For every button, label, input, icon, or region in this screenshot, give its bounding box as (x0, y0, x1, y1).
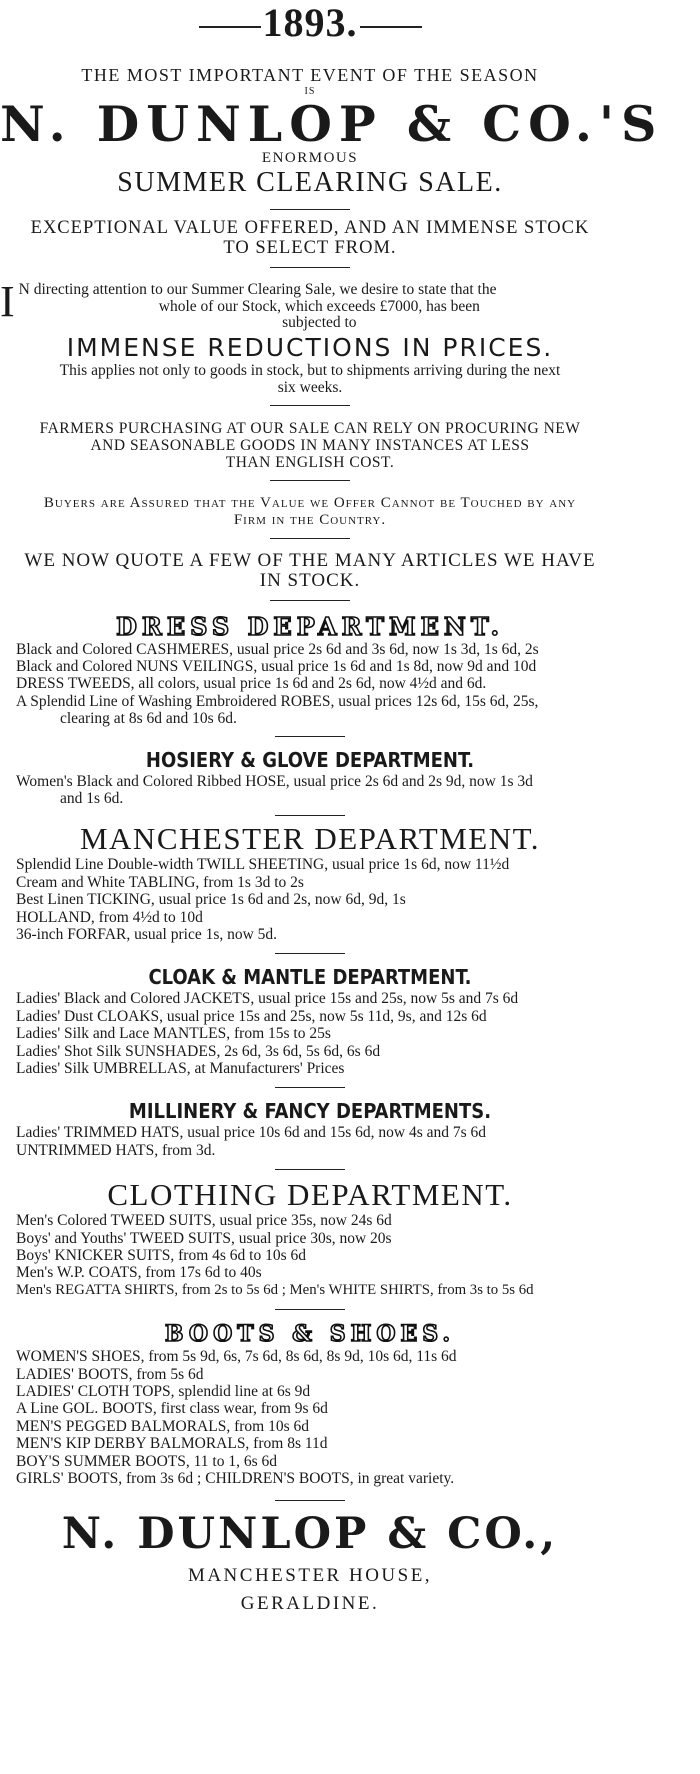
quote-line: WE NOW QUOTE A FEW OF THE MANY ARTICLES WE HAVE (24, 549, 596, 571)
list-item: Boys' and Youths' TWEED SUITS, usual price 30s, now 20s (16, 1229, 392, 1247)
list-item: Men's Colored TWEED SUITS, usual price 35s, now 24s 6d (16, 1212, 392, 1230)
list-item: UNTRIMMED HATS, from 3d. (16, 1141, 216, 1159)
list-item: clearing at 8s 6d and 10s 6d. (60, 710, 237, 728)
buyers-line: Buyers are Assured that the Value we Offer Cannot be Touched by any (43, 494, 577, 511)
applies-line: This applies not only to goods in stock, but to shipments arriving during the next (59, 361, 561, 379)
manchester-department-title: MANCHESTER DEPARTMENT. (79, 821, 540, 857)
divider (270, 267, 350, 268)
directing-paragraph (0, 277, 620, 332)
list-item: Best Linen TICKING, usual price 1s 6d and 2s, now 6d, 9d, 1s (16, 891, 406, 909)
list-item: Cream and White TABLING, from 1s 3d to 2s (16, 873, 304, 891)
cloak-department-title: CLOAK & MANTLE DEPARTMENT. (148, 965, 472, 990)
directing-line-2: whole of our Stock, which exceeds £7000, has been (158, 297, 480, 315)
divider (270, 480, 350, 481)
list-item: Ladies' Dust CLOAKS, usual price 15s and 25s, now 5s 11d, 9s, and 12s 6d (16, 1007, 487, 1025)
list-item: Men's W.P. COATS, from 17s 6d to 40s (16, 1264, 262, 1282)
farmers-line-3: THAN ENGLISH COST. (225, 453, 395, 471)
list-item: WOMEN'S SHOES, from 5s 9d, 6s, 7s 6d, 8s 6d, 8s 9d, 10s 6d, 11s 6d (16, 1348, 457, 1366)
exceptional-line: EXCEPTIONAL VALUE OFFERED, AND AN IMMENSE STOCK (30, 218, 590, 238)
list-item: Ladies' Black and Colored JACKETS, usual price 15s and 25s, now 5s and 7s 6d (16, 990, 519, 1008)
divider (270, 209, 350, 210)
farmers-line-2: AND SEASONABLE GOODS IN MANY INSTANCES AT LESS (90, 436, 530, 454)
list-item: HOLLAND, from 4½d to 10d (16, 908, 203, 926)
farmers-line: FARMERS PURCHASING AT OUR SALE CAN RELY ON PROCURING NEW (39, 419, 581, 437)
list-item: and 1s 6d. (60, 789, 124, 807)
directing-line-3: subjected to (282, 314, 357, 331)
list-item: Black and Colored NUNS VEILINGS, usual price 1s 6d and 1s 8d, now 9d and 10d (16, 657, 537, 675)
enormous-label: ENORMOUS (261, 150, 359, 166)
list-item: Ladies' TRIMMED HATS, usual price 10s 6d and 15s 6d, now 4s and 7s 6d (16, 1124, 487, 1142)
list-item: Ladies' Silk UMBRELLAS, at Manufacturers' Prices (16, 1060, 345, 1077)
divider (275, 953, 345, 954)
millinery-department-title: MILLINERY & FANCY DEPARTMENTS. (128, 1099, 492, 1124)
list-item: DRESS TWEEDS, all colors, usual price 1s 6d and 2s 6d, now 4½d and 6d. (16, 675, 487, 693)
list-item: A Line GOL. BOOTS, first class wear, from 9s 6d (16, 1400, 328, 1418)
list-item: A Splendid Line of Washing Embroidered ROBES, usual prices 12s 6d, 15s 6d, 25s, (16, 692, 539, 710)
buyers-line-2: Firm in the Country. (233, 511, 387, 528)
footer-company-name: N. DUNLOP & CO., (61, 1508, 559, 1559)
divider (275, 736, 345, 737)
list-item: Men's REGATTA SHIRTS, from 2s to 5s 6d ; Men's WHITE SHIRTS, from 3s to 5s 6d (16, 1281, 534, 1298)
divider (275, 815, 345, 816)
year-text: 1893. (262, 0, 358, 45)
divider (275, 1169, 345, 1170)
boots-department-title: BOOTS & SHOES. (164, 1321, 456, 1348)
footer-house: MANCHESTER HOUSE, (187, 1564, 433, 1586)
dress-department-title: DRESS DEPARTMENT. (116, 611, 504, 641)
list-item: GIRLS' BOOTS, from 3s 6d ; CHILDREN'S BOOTS, in great variety. (16, 1470, 455, 1488)
drop-cap: I (0, 277, 15, 326)
hosiery-department-title: HOSIERY & GLOVE DEPARTMENT. (145, 747, 475, 772)
divider (275, 1500, 345, 1501)
list-item: Ladies' Silk and Lace MANTLES, from 15s to 25s (16, 1025, 331, 1043)
quote-line-2: IN STOCK. (259, 569, 361, 591)
divider (270, 538, 350, 539)
company-name: N. DUNLOP & CO.'S (0, 95, 664, 153)
list-item: MEN'S KIP DERBY BALMORALS, from 8s 11d (16, 1435, 328, 1453)
directing-line: N directing attention to our Summer Clearing Sale, we desire to state that the (18, 281, 497, 298)
list-item: Black and Colored CASHMERES, usual price 2s 6d and 3s 6d, now 1s 3d, 1s 6d, 2s (16, 640, 539, 658)
footer-town: GERALDINE. (240, 1592, 380, 1614)
divider (275, 1309, 345, 1310)
list-item: MEN'S PEGGED BALMORALS, from 10s 6d (16, 1417, 310, 1435)
clothing-department-title: CLOTHING DEPARTMENT. (107, 1177, 513, 1213)
list-item: Splendid Line Double-width TWILL SHEETING, usual price 1s 6d, now 11½d (16, 856, 510, 874)
reductions-heading: IMMENSE REDUCTIONS IN PRICES. (66, 332, 554, 362)
tagline: THE MOST IMPORTANT EVENT OF THE SEASON (81, 65, 539, 85)
tagline-is: IS (304, 86, 316, 97)
sale-title: SUMMER CLEARING SALE. (117, 167, 503, 198)
list-item: BOY'S SUMMER BOOTS, 11 to 1, 6s 6d (16, 1452, 278, 1470)
exceptional-line-2: TO SELECT FROM. (223, 238, 397, 258)
divider (275, 1087, 345, 1088)
divider (270, 600, 350, 601)
list-item: Boys' KNICKER SUITS, from 4s 6d to 10s 6d (16, 1247, 306, 1265)
list-item: LADIES' BOOTS, from 5s 6d (16, 1365, 204, 1383)
list-item: 36-inch FORFAR, usual price 1s, now 5d. (16, 925, 278, 943)
divider (270, 405, 350, 406)
list-item: Women's Black and Colored Ribbed HOSE, usual price 2s 6d and 2s 9d, now 1s 3d (16, 772, 533, 790)
year-heading (0, 0, 620, 44)
list-item: LADIES' CLOTH TOPS, splendid line at 6s 9d (16, 1383, 311, 1401)
applies-line-2: six weeks. (277, 378, 343, 396)
list-item: Ladies' Shot Silk SUNSHADES, 2s 6d, 3s 6d, 5s 6d, 6s 6d (16, 1042, 381, 1060)
